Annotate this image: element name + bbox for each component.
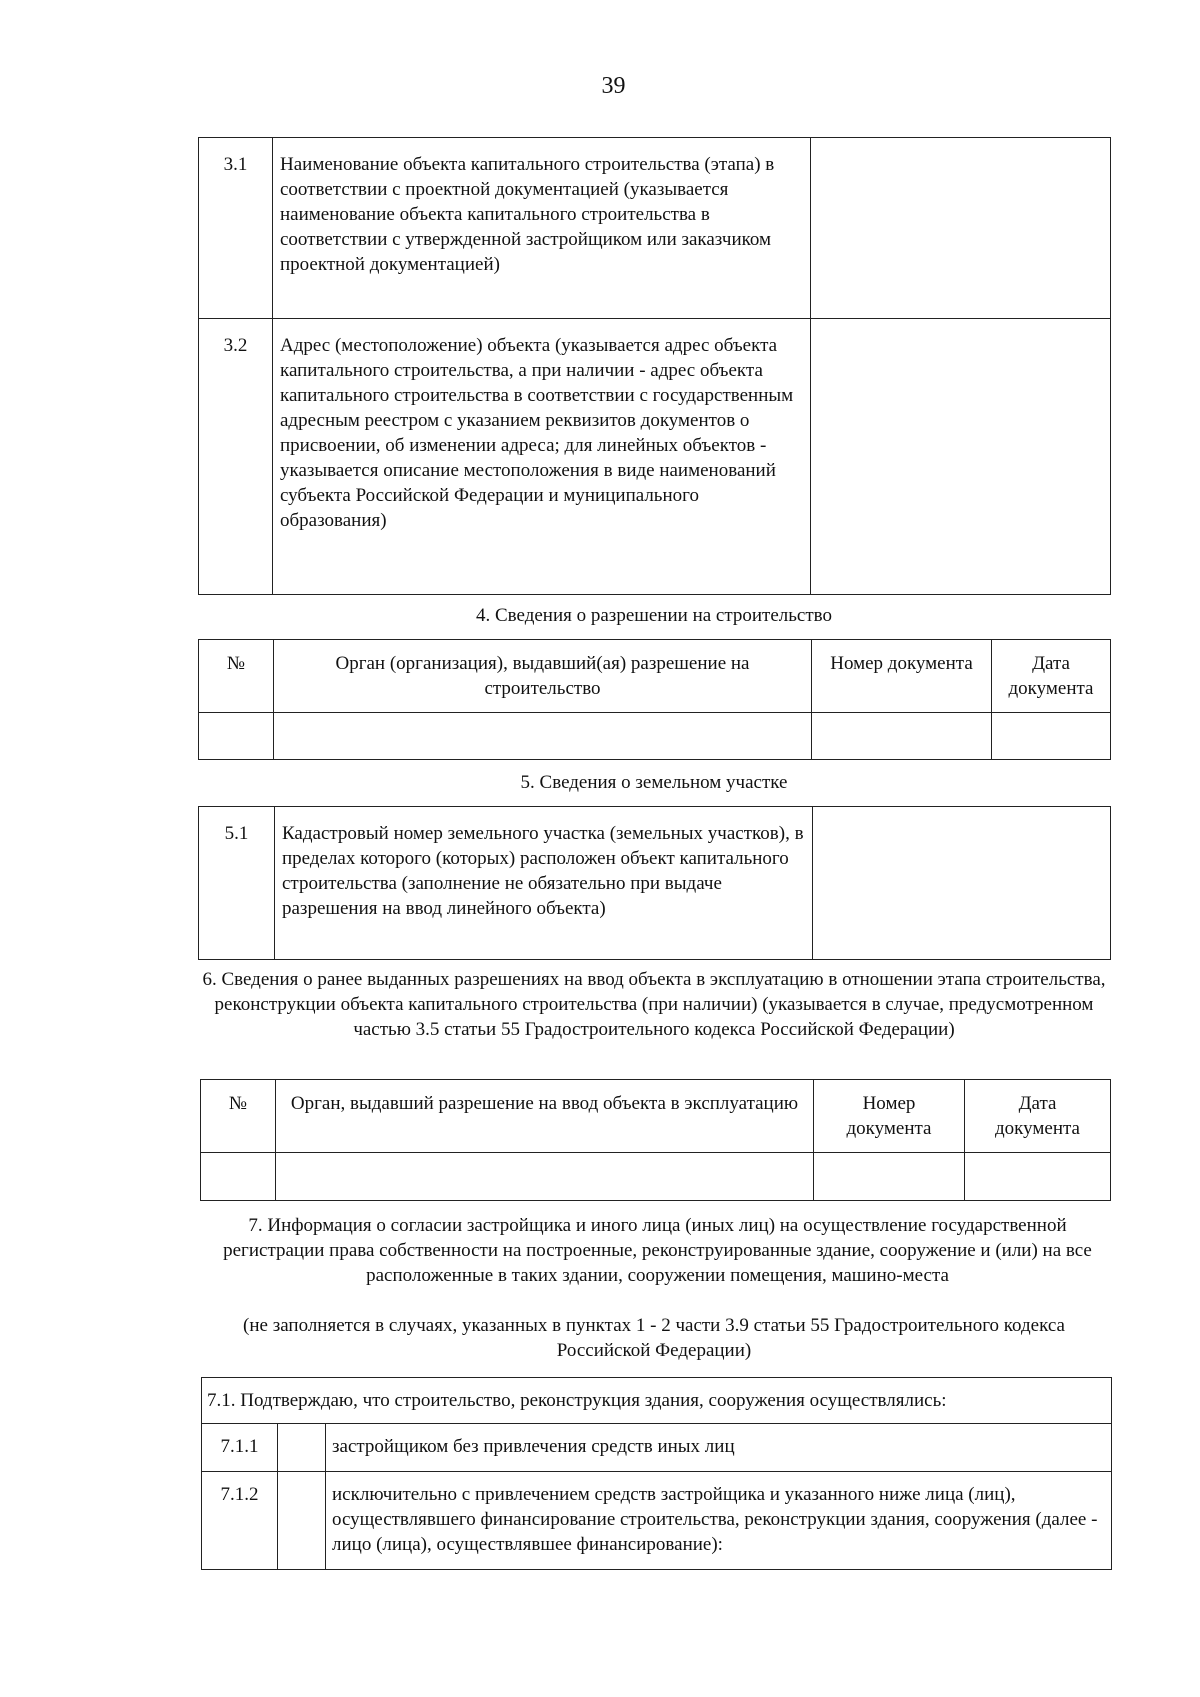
row-value-cell[interactable] xyxy=(813,807,1111,960)
checkbox-cell[interactable] xyxy=(278,1472,326,1570)
row-label: Кадастровый номер земельного участка (земельных участков), в пределах которого (которых) расположен объект капитального строительства (заполнение не обязательно при выдаче разрешения на ввод линейного объекта) xyxy=(275,807,813,960)
row-value-cell[interactable] xyxy=(811,319,1111,595)
row-number: 3.2 xyxy=(199,319,273,595)
table-row xyxy=(199,807,1111,960)
empty-cell[interactable] xyxy=(812,713,992,760)
section7-table xyxy=(201,1377,1112,1570)
checkbox-cell[interactable] xyxy=(278,1424,326,1472)
section6-table xyxy=(200,1079,1111,1201)
row-number: 7.1.1 xyxy=(202,1424,278,1472)
section3-table xyxy=(198,137,1111,595)
section4-table xyxy=(198,639,1111,760)
empty-cell[interactable] xyxy=(965,1153,1111,1201)
column-header: Орган, выдавший разрешение на ввод объекта в эксплуатацию xyxy=(276,1080,814,1153)
empty-cell[interactable] xyxy=(814,1153,965,1201)
table-row xyxy=(199,319,1111,595)
section5-table xyxy=(198,806,1111,960)
row-label: Адрес (местоположение) объекта (указывается адрес объекта капитального строительства, а при наличии - адрес объекта капитального строительства в соответствии с государственным адресным реестром с указанием реквизитов документов о присвоении, об изменении адреса; для линейных объектов - указывается описание местоположения в виде наименований субъекта Российской Федерации и муниципального образования) xyxy=(273,319,811,595)
row-number: 3.1 xyxy=(199,138,273,319)
column-header: № xyxy=(199,640,274,713)
section7-title: 7. Информация о согласии застройщика и иного лица (иных лиц) на осуществление государственной регистрации права собственности на построенные, реконструированные здание, сооружение и (или) на все расположенные в таких здании, сооружении помещения, машино-места xyxy=(223,1215,1092,1286)
table-row xyxy=(199,713,1111,760)
row-label: исключительно с привлечением средств застройщика и указанного ниже лица (лиц), осуществлявшего финансирование строительства, реконструкции здания, сооружения (далее - лицо (лица), осуществлявшее финансирование): xyxy=(326,1472,1112,1570)
row-label: застройщиком без привлечения средств иных лиц xyxy=(326,1424,1112,1472)
column-header: Дата документа xyxy=(965,1080,1111,1153)
table-row xyxy=(202,1424,1112,1472)
column-header: Орган (организация), выдавший(ая) разрешение на строительство xyxy=(274,640,812,713)
column-header: Дата документа xyxy=(992,640,1111,713)
confirmation-header: 7.1. Подтверждаю, что строительство, реконструкция здания, сооружения осуществлялись: xyxy=(202,1378,1112,1424)
empty-cell[interactable] xyxy=(992,713,1111,760)
row-number: 7.1.2 xyxy=(202,1472,278,1570)
table-header-row xyxy=(199,640,1111,713)
empty-cell[interactable] xyxy=(276,1153,814,1201)
section4-title: 4. Сведения о разрешении на строительство xyxy=(475,605,833,626)
empty-cell[interactable] xyxy=(274,713,812,760)
row-label: Наименование объекта капитального строительства (этапа) в соответствии с проектной документацией (указывается наименование объекта капитального строительства в соответствии с утвержденной застройщиком или заказчиком проектной документацией) xyxy=(273,138,811,319)
column-header: Номер документа xyxy=(814,1080,965,1153)
page-number: 39 xyxy=(601,73,626,99)
section6-title: 6. Сведения о ранее выданных разрешениях на ввод объекта в эксплуатацию в отношении этапа строительства, реконструкции объекта капитального строительства (при наличии) (указывается в случае, предусмотренном частью 3.5 статьи 55 Градостроительного кодекса Российской Федерации) xyxy=(202,969,1106,1040)
empty-cell[interactable] xyxy=(199,713,274,760)
row-number: 5.1 xyxy=(199,807,275,960)
column-header: № xyxy=(201,1080,276,1153)
empty-cell[interactable] xyxy=(201,1153,276,1201)
section5-title: 5. Сведения о земельном участке xyxy=(520,772,788,793)
table-row xyxy=(201,1153,1111,1201)
table-header-row xyxy=(201,1080,1111,1153)
table-header-row xyxy=(202,1378,1112,1424)
table-row xyxy=(202,1472,1112,1570)
table-row xyxy=(199,138,1111,319)
section7-note: (не заполняется в случаях, указанных в пунктах 1 - 2 части 3.9 статьи 55 Градостроительного кодекса Российской Федерации) xyxy=(243,1315,1065,1361)
row-value-cell[interactable] xyxy=(811,138,1111,319)
column-header: Номер документа xyxy=(812,640,992,713)
